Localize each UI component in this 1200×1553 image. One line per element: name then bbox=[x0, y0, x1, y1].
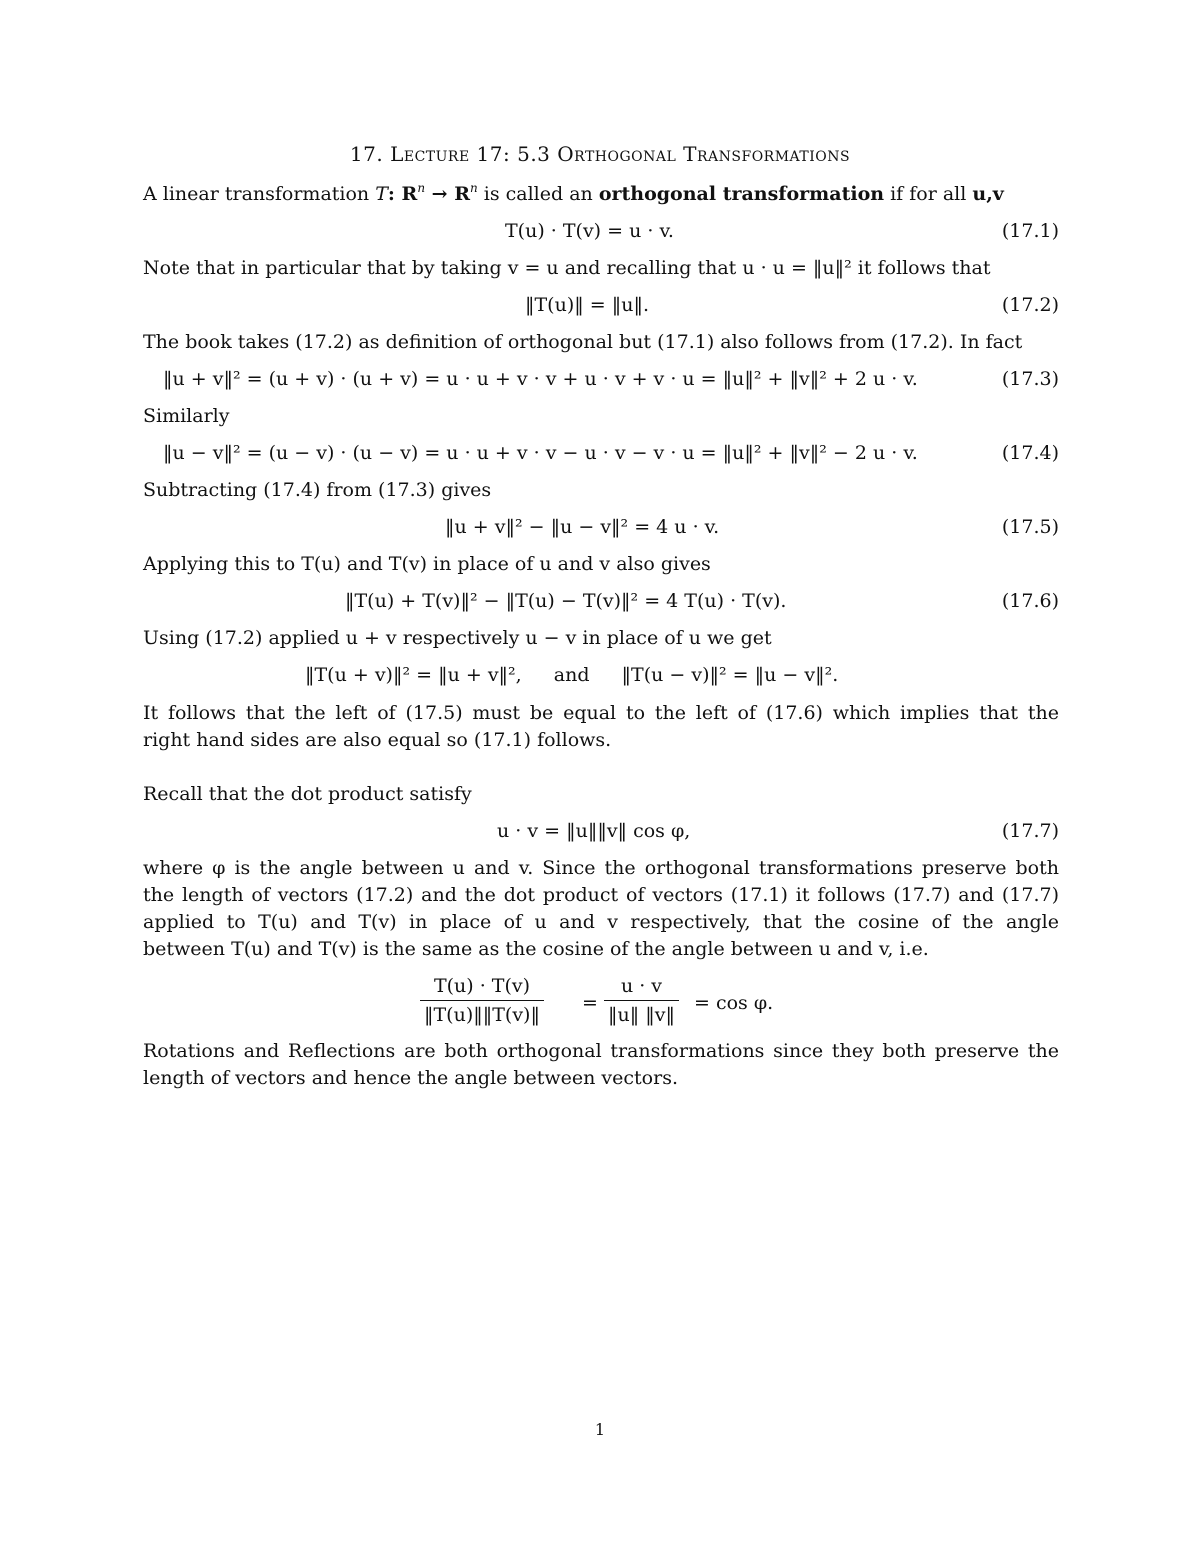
equation-17-7: u · v = ‖u‖‖v‖ cos φ, bbox=[497, 820, 691, 842]
equation-label-17-5: (17.5) bbox=[1001, 516, 1059, 538]
paragraph-it-follows-line-2: right hand sides are also equal so (17.1) follows. bbox=[143, 729, 612, 751]
equation-17-3: ‖u + v‖² = (u + v) · (u + v) = u · u + v · v + u · v + v · u = ‖u‖² + ‖v‖² + 2 u · v. bbox=[163, 368, 918, 390]
equation-label-17-2: (17.2) bbox=[1001, 294, 1059, 316]
paragraph-rotations-line-1: Rotations and Reflections are both orthogonal transformations since they both preserve the bbox=[143, 1040, 1059, 1062]
paragraph-applying: Applying this to T(u) and T(v) in place of u and v also gives bbox=[143, 553, 711, 575]
equation-17-5: ‖u + v‖² − ‖u − v‖² = 4 u · v. bbox=[445, 516, 720, 538]
lecture-title bbox=[0, 142, 1200, 166]
title-number: 17. bbox=[349, 142, 391, 166]
paragraph-where-line-1: where φ is the angle between u and v. Since the orthogonal transformations preserve both bbox=[143, 857, 1059, 879]
equation-17-1: T(u) · T(v) = u · v. bbox=[505, 220, 674, 242]
fraction-left: T(u) · T(v) ‖T(u)‖‖T(v)‖ bbox=[420, 975, 544, 1026]
equation-17-2: ‖T(u)‖ = ‖u‖. bbox=[525, 294, 650, 316]
paragraph-note: Note that in particular that by taking v = u and recalling that u · u = ‖u‖² it follows that bbox=[143, 257, 991, 279]
paragraph-using: Using (17.2) applied u + v respectively u − v in place of u we get bbox=[143, 627, 772, 649]
equation-unnumbered: ‖T(u + v)‖² = ‖u + v‖², and ‖T(u − v)‖² = ‖u − v‖². bbox=[305, 664, 839, 686]
equation-17-4: ‖u − v‖² = (u − v) · (u − v) = u · u + v · v − u · v − v · u = ‖u‖² + ‖v‖² − 2 u · v. bbox=[163, 442, 918, 464]
paragraph-rotations-line-2: length of vectors and hence the angle between vectors. bbox=[143, 1067, 678, 1089]
fraction-equals-sign: = bbox=[582, 992, 598, 1014]
paragraph-where-line-4: between T(u) and T(v) is the same as the cosine of the angle between u and v, i.e. bbox=[143, 938, 929, 960]
equation-label-17-3: (17.3) bbox=[1001, 368, 1059, 390]
equation-label-17-4: (17.4) bbox=[1001, 442, 1059, 464]
equation-label-17-6: (17.6) bbox=[1001, 590, 1059, 612]
term-orthogonal-transformation: orthogonal transformation bbox=[598, 183, 885, 205]
paragraph-it-follows-line-1: It follows that the left of (17.5) must be equal to the left of (17.6) which implies that the bbox=[143, 702, 1059, 724]
title-text: Lecture 17: 5.3 Orthogonal Transformations bbox=[390, 142, 851, 166]
page-number: 1 bbox=[594, 1420, 606, 1439]
equation-label-17-1: (17.1) bbox=[1001, 220, 1059, 242]
fraction-right: u · v ‖u‖ ‖v‖ bbox=[604, 975, 679, 1026]
definition-paragraph: A linear transformation T: $R^n \to R^n$ is called an orthogonal transformation if for all u,v bbox=[143, 181, 1004, 205]
paragraph-book-definition: The book takes (17.2) as definition of orthogonal but (17.1) also follows from (17.2). In fact bbox=[143, 331, 1023, 353]
paragraph-where-line-3: applied to T(u) and T(v) in place of u and v respectively, that the cosine of the angle bbox=[143, 911, 1059, 933]
equation-label-17-7: (17.7) bbox=[1001, 820, 1059, 842]
paragraph-subtracting: Subtracting (17.4) from (17.3) gives bbox=[143, 479, 492, 501]
equation-17-6: ‖T(u) + T(v)‖² − ‖T(u) − T(v)‖² = 4 T(u) · T(v). bbox=[345, 590, 787, 612]
paragraph-recall: Recall that the dot product satisfy bbox=[143, 783, 472, 805]
paragraph-where-line-2: the length of vectors (17.2) and the dot product of vectors (17.1) it follows (17.7) and (17.7) bbox=[143, 884, 1059, 906]
fraction-tail: = cos φ. bbox=[694, 992, 774, 1014]
paragraph-similarly: Similarly bbox=[143, 405, 230, 427]
